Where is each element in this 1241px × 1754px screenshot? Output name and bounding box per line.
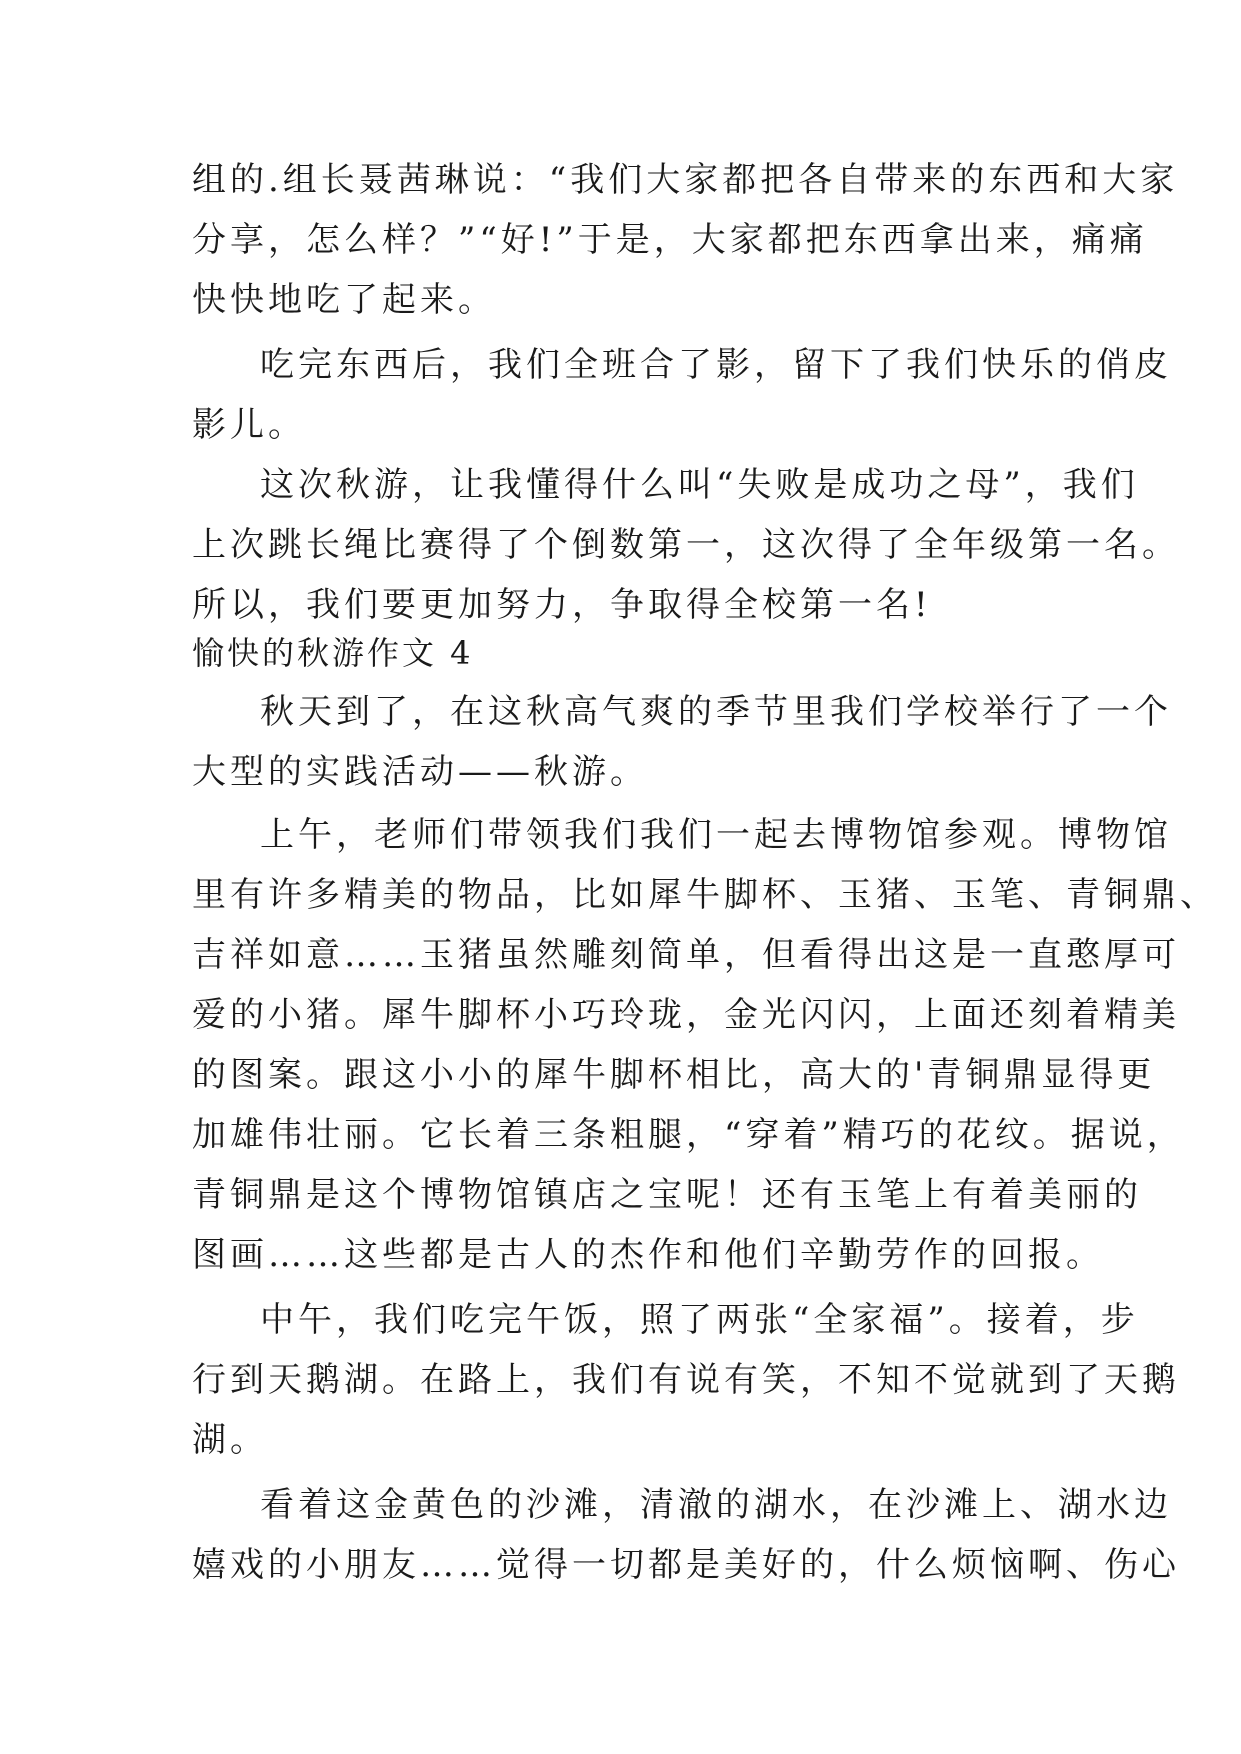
text-line: 湖。 — [192, 1420, 268, 1460]
paragraph-start-line: 中午，我们吃完午饭，照了两张“全家福”。接着，步 — [260, 1300, 1139, 1340]
text-line: 爱的小猪。犀牛脚杯小巧玲珑，金光闪闪，上面还刻着精美 — [192, 995, 1180, 1035]
text-line: 吉祥如意……玉猪虽然雕刻简单，但看得出这是一直憨厚可 — [192, 935, 1180, 975]
text-line: 分享，怎么样？”“好!”于是，大家都把东西拿出来，痛痛 — [192, 220, 1148, 260]
text-line: 里有许多精美的物品，比如犀牛脚杯、玉猪、玉笔、青铜鼎、 — [192, 875, 1218, 915]
text-line: 加雄伟壮丽。它长着三条粗腿，“穿着”精巧的花纹。据说， — [192, 1115, 1185, 1155]
text-line: 上次跳长绳比赛得了个倒数第一，这次得了全年级第一名。 — [192, 525, 1180, 565]
paragraph-start-line: 吃完东西后，我们全班合了影，留下了我们快乐的俏皮 — [260, 345, 1172, 385]
paragraph-start-line: 秋天到了，在这秋高气爽的季节里我们学校举行了一个 — [260, 692, 1172, 732]
text-line: 嬉戏的小朋友……觉得一切都是美好的，什么烦恼啊、伤心 — [192, 1545, 1180, 1585]
text-line: 的图案。跟这小小的犀牛脚杯相比，高大的'青铜鼎显得更 — [192, 1055, 1156, 1095]
section-heading: 愉快的秋游作文 4 — [192, 634, 474, 672]
text-line: 图画……这些都是古人的杰作和他们辛勤劳作的回报。 — [192, 1235, 1104, 1275]
text-line: 组的.组长聂茜琳说：“我们大家都把各自带来的东西和大家 — [192, 160, 1179, 200]
text-line: 快快地吃了起来。 — [192, 280, 496, 320]
text-line: 行到天鹅湖。在路上，我们有说有笑，不知不觉就到了天鹅 — [192, 1360, 1180, 1400]
text-line: 大型的实践活动——秋游。 — [192, 752, 648, 792]
text-line: 所以，我们要更加努力，争取得全校第一名! — [192, 585, 932, 625]
text-line: 青铜鼎是这个博物馆镇店之宝呢！还有玉笔上有着美丽的 — [192, 1175, 1142, 1215]
paragraph-start-line: 看着这金黄色的沙滩，清澈的湖水，在沙滩上、湖水边 — [260, 1485, 1172, 1525]
paragraph-start-line: 上午，老师们带领我们我们一起去博物馆参观。博物馆 — [260, 815, 1172, 855]
text-line: 影儿。 — [192, 405, 306, 445]
paragraph-start-line: 这次秋游，让我懂得什么叫“失败是成功之母”，我们 — [260, 465, 1139, 505]
